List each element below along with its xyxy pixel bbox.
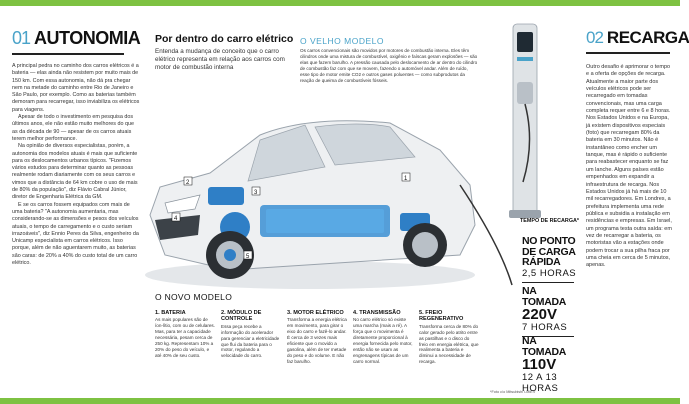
fast-charge-label: NO PONTO DE CARGA RÁPIDA bbox=[522, 235, 576, 268]
new-model-title: O NOVO MODELO bbox=[155, 292, 233, 302]
intro-title: Por dentro do carro elétrico bbox=[155, 33, 294, 45]
front-brake bbox=[224, 249, 236, 261]
charging-heading: TEMPO DE RECARGA* bbox=[520, 218, 580, 224]
control-module bbox=[208, 187, 244, 205]
new-model-block bbox=[155, 292, 485, 365]
charger-screen bbox=[517, 32, 533, 52]
item-text: Transforma cerca de 80% do calor gerado pelo atrito entre as pastilhas e o disco do freio em energia elétrica, que realimenta a bateria e diminui a necessidade de recarga. bbox=[419, 323, 479, 365]
outlet-110-block bbox=[522, 336, 582, 394]
callout-3: 3 bbox=[254, 190, 258, 196]
section-title: RECARGA bbox=[606, 28, 689, 47]
paragraph: E se os carros fossem equipados com mais de uma bateria? "A autonomia aumentaria, mas considerando-se as dimensões e pesos dos veículos atuais, o tempo de carregamento e o custo seriam irrazoáveis", diz Ennio Peres da Silva, engenheiro da Unicamp especialista em carros elétricos. Isso porque, além de não aguentarem muito, as baterias são caras: de 20% a 40% do custo total de um carro elétrico. bbox=[12, 201, 139, 267]
car-illustration bbox=[140, 95, 485, 295]
item-title: 5. FREIO REGENERATIVO bbox=[419, 310, 464, 323]
heading-rule bbox=[12, 53, 124, 55]
new-model-item bbox=[221, 310, 281, 365]
paragraph: A principal pedra no caminho dos carros elétricos é a bateria — elas ainda não resistem por muito mais de 150 km. Com essa autonomia, não dá pra chegar nem na metade do caminho entre Rio de Janeiro e São Paulo, por exemplo. Como as baterias também demoram para recarregar, isso inviabiliza os elétricos para viagens. bbox=[12, 63, 140, 113]
callout-1: 1 bbox=[404, 176, 408, 182]
section-title: AUTONOMIA bbox=[34, 28, 141, 48]
paragraph: Apesar de todo o investimento em pesquisa dos últimos anos, ele não estão muito melhores do que as da década de 90 — apesar de os carros atuais terem melhor performance. bbox=[12, 114, 134, 142]
fast-charge-time: 2,5 HORAS bbox=[522, 267, 577, 279]
item-title: 4. TRANSMISSÃO bbox=[353, 310, 401, 316]
new-model-item bbox=[287, 310, 347, 365]
old-model-block bbox=[300, 36, 478, 84]
item-title: 1. BATERIA bbox=[155, 310, 186, 316]
outlet-label: NA TOMADA bbox=[522, 335, 567, 358]
charging-station bbox=[505, 22, 547, 222]
section-body: Outro desafio é aprimorar o tempo e a oferta de opções de recarga. Atualmente a maior parte dos veículos elétricos pode ser recarregado em tomadas convencionais, mas uma carga completa requer entre 6 e 8 horas. Nos Estados Unidos e na Europa, já existem dispositivos especiais (foto) que recarregam 80% da bateria em 30 minutos. Não é instantâneo como encher um tanque, mas é rápido o suficiente para reabastecer enquanto se faz um lanche. Alguns países estão empenhados em expandir a infraestrutura de recarga. Nos Estados Unidos já há mais de 10 mil recarregadores. Em Londres, a prefeitura implementa uma rede pública e subsidia a instalação em residências e empresas. Em Israel, um programa testa outra saída: em vez de recarregar a bateria, os motoristas vão a estações onde podem trocar a sua pilha fraca por uma cheia em cerca de 5 minutos, apenas. bbox=[586, 64, 672, 269]
time-220: 7 HORAS bbox=[522, 322, 568, 333]
section-recarga bbox=[586, 28, 689, 270]
section-number: 01 bbox=[12, 28, 31, 48]
charger-base bbox=[509, 210, 541, 218]
section-body bbox=[12, 63, 140, 267]
section-heading bbox=[12, 28, 140, 49]
outlet-220-block bbox=[522, 286, 582, 340]
charger-post bbox=[513, 24, 537, 214]
section-heading bbox=[586, 28, 689, 48]
new-model-items bbox=[155, 310, 485, 365]
photo-credit: *Foto c/o Mitsubishi i-MiEV bbox=[490, 390, 536, 394]
top-green-strip bbox=[0, 0, 680, 6]
voltage-220: 220V bbox=[522, 306, 558, 323]
time-110: 12 A 13 HORAS bbox=[522, 372, 559, 394]
item-title: 2. MÓDULO DE CONTROLE bbox=[221, 310, 262, 323]
item-text: No carro elétrico só existe uma marcha (mais a ré). A força que o movimenta é diretamente proporcional à energia fornecida pelo motor, então não se usam as engrenagens típicas de um carro normal. bbox=[353, 317, 413, 364]
item-title: 3. MOTOR ELÉTRICO bbox=[287, 310, 344, 316]
callout-2: 2 bbox=[186, 180, 190, 186]
voltage-110: 110V bbox=[522, 356, 557, 373]
battery-cells bbox=[266, 209, 384, 233]
section-autonomia bbox=[12, 28, 140, 267]
rear-rim bbox=[412, 232, 438, 258]
callout-4: 4 bbox=[174, 216, 178, 222]
item-text: Transforma a energia elétrica em movimento, para girar o eixo do carro e fazê-lo andar. É cerca de 3 vezes mais eficiente que o movido a gasolina, além de ter metade do peso e do volume. E não faz barulho. bbox=[287, 317, 347, 364]
charger-plug-holder bbox=[517, 82, 533, 104]
paragraph: Na opinião de diversos especialistas, porém, a autonomia dos modelos atuais é mais que suficiente para os deslocamentos urbanos típicos. "Fizemos vários estudos para determinar quanto as pessoas realmente rodam diariamente com os seus carros e vimos que a distância de 64 km cobre o uso de mais de 80% da população", diz Flávio Cabral Júnior, diretor de Engenharia Elétrica da GM. bbox=[12, 143, 138, 201]
section-number: 02 bbox=[586, 28, 603, 47]
new-model-item bbox=[419, 310, 479, 365]
old-model-title: O VELHO MODELO bbox=[300, 36, 384, 46]
item-text: As mais populares são de íon-lítio, com ou de celulares. Mas, para ter a capacidade necessária, pesam cerca de 250 kg. Representam 10% a 20% do peso do veículo, e até 40% de seu custo. bbox=[155, 317, 216, 358]
heading-rule bbox=[586, 52, 670, 54]
item-text: Essa peça recebe a informação do acelerador para gerenciar a eletricidade que flui da bateria para o motor, regulando a velocidade do carro. bbox=[221, 323, 280, 359]
charger-accent bbox=[517, 57, 533, 61]
divider bbox=[522, 282, 574, 283]
intro-text: Entenda a mudança de conceito que o carro elétrico representa em relação aos carros com motor de combustão interna bbox=[155, 48, 285, 71]
outlet-label: NA TOMADA bbox=[522, 285, 567, 308]
new-model-item bbox=[353, 310, 413, 365]
intro-block bbox=[155, 34, 295, 71]
bottom-green-strip bbox=[0, 398, 680, 404]
old-model-text: Os carros convencionais são movidos por motores de combustão interna. Eles têm cilindros onde uma mistura de combustível, oxigênio e faíscas geram explosões — são elas que fazem barulho. A pressão causada pelo deslocamento de ar dentro do cilindro de combustão faz com que se movem, fazendo o automóvel andar. Além de ruído, esse tipo de motor emite CO2 e outros gases poluentes — como subprodutos da reação de queima de combustíveis fósseis. bbox=[300, 48, 478, 83]
fast-charge-block bbox=[522, 236, 582, 286]
new-model-item bbox=[155, 310, 215, 365]
callout-5: 5 bbox=[246, 254, 250, 260]
